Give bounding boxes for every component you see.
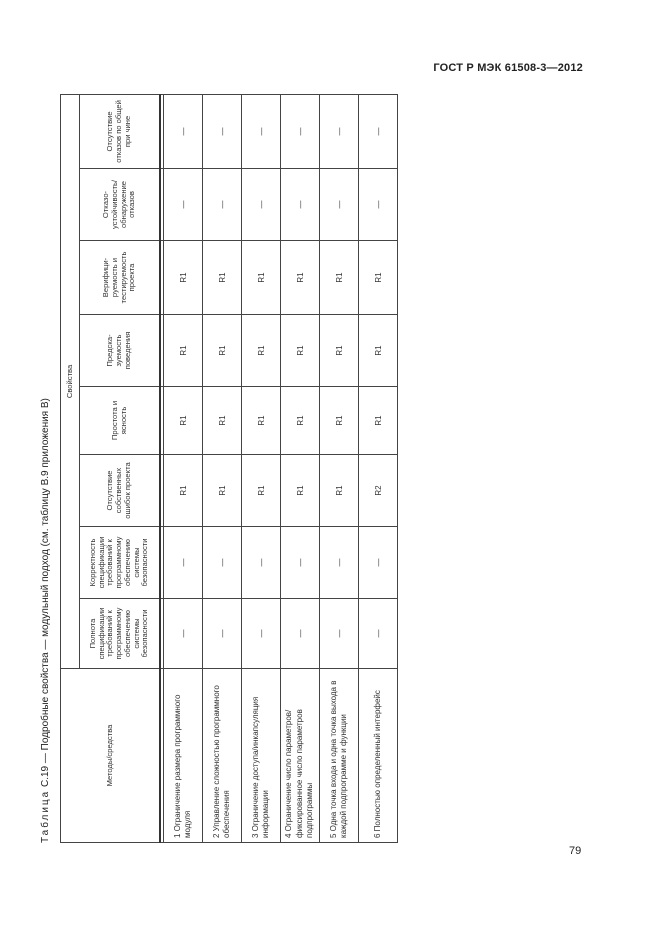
value-cell: R1 bbox=[203, 387, 242, 455]
value-cell: R1 bbox=[242, 455, 281, 527]
value-cell: — bbox=[242, 169, 281, 241]
value-cell: R1 bbox=[203, 455, 242, 527]
value-cell: — bbox=[203, 169, 242, 241]
value-cell: — bbox=[320, 599, 359, 669]
table-row bbox=[320, 94, 359, 842]
method-cell: 1 Ограничение размера программного модуля bbox=[164, 669, 203, 843]
value-cell: R1 bbox=[164, 315, 203, 387]
column-header: Отказо-устойчивость/ обнаружение отказов bbox=[80, 169, 161, 241]
column-header: Простота и ясность bbox=[80, 387, 161, 455]
value-cell: — bbox=[164, 527, 203, 599]
value-cell: R1 bbox=[359, 387, 398, 455]
value-cell: R1 bbox=[359, 315, 398, 387]
column-header: Полнота спецификации требований к программному обеспечению системы безопасности bbox=[80, 599, 161, 669]
method-cell: 2 Управление сложностью программного обеспечения bbox=[203, 669, 242, 843]
value-cell: R1 bbox=[320, 387, 359, 455]
header-row-group bbox=[61, 94, 80, 842]
column-header: Верифици-руемость и тестируемость проекта bbox=[80, 241, 161, 315]
value-cell: R1 bbox=[281, 455, 320, 527]
properties-table bbox=[60, 94, 398, 843]
table-caption-text: С.19 — Подробные свойства — модульный подход (см. таблицу В.9 приложения В) bbox=[40, 398, 51, 790]
value-cell: — bbox=[164, 599, 203, 669]
value-cell: — bbox=[281, 527, 320, 599]
value-cell: — bbox=[164, 169, 203, 241]
value-cell: — bbox=[320, 94, 359, 168]
method-cell: 3 Ограничение доступа/инкапсуляция информации bbox=[242, 669, 281, 843]
value-cell: R1 bbox=[242, 387, 281, 455]
method-cell: 5 Одна точка входа и одна точка выхода в каждой подпрограмме и функции bbox=[320, 669, 359, 843]
column-header: Корректность спецификации требований к программному обеспечению системы безопасности bbox=[80, 527, 161, 599]
value-cell: R1 bbox=[164, 455, 203, 527]
table-row bbox=[242, 94, 281, 842]
value-cell: R1 bbox=[242, 315, 281, 387]
table-row bbox=[281, 94, 320, 842]
value-cell: — bbox=[320, 169, 359, 241]
table-row bbox=[164, 94, 203, 842]
column-header: Отсутствие отказов по общей при чине bbox=[80, 94, 161, 168]
value-cell: R2 bbox=[359, 455, 398, 527]
table-caption bbox=[38, 398, 60, 843]
value-cell: R1 bbox=[320, 315, 359, 387]
value-cell: — bbox=[203, 599, 242, 669]
value-cell: — bbox=[359, 527, 398, 599]
value-cell: R1 bbox=[281, 315, 320, 387]
value-cell: — bbox=[320, 527, 359, 599]
value-cell: R1 bbox=[320, 455, 359, 527]
value-cell: — bbox=[359, 169, 398, 241]
value-cell: R1 bbox=[359, 241, 398, 315]
value-cell: — bbox=[281, 599, 320, 669]
table-caption-label: Таблица bbox=[40, 789, 51, 843]
method-cell: 4 Ограничение число параметров/фиксированное число параметров подпрограммы bbox=[281, 669, 320, 843]
properties-header: Свойства bbox=[61, 94, 80, 668]
value-cell: — bbox=[359, 94, 398, 168]
value-cell: — bbox=[242, 599, 281, 669]
method-cell: 6 Полностью определенный интерфейс bbox=[359, 669, 398, 843]
value-cell: — bbox=[359, 599, 398, 669]
value-cell: — bbox=[242, 94, 281, 168]
methods-header: Методы/средства bbox=[61, 669, 161, 843]
document-header: ГОСТ Р МЭК 61508-3—2012 bbox=[433, 62, 583, 74]
value-cell: — bbox=[281, 94, 320, 168]
value-cell: — bbox=[281, 169, 320, 241]
value-cell: R1 bbox=[242, 241, 281, 315]
value-cell: — bbox=[203, 527, 242, 599]
value-cell: R1 bbox=[320, 241, 359, 315]
value-cell: — bbox=[164, 94, 203, 168]
column-header: Предска-зуемость поведения bbox=[80, 315, 161, 387]
table-row bbox=[359, 94, 398, 842]
table-row bbox=[203, 94, 242, 842]
value-cell: R1 bbox=[281, 241, 320, 315]
value-cell: — bbox=[242, 527, 281, 599]
value-cell: R1 bbox=[281, 387, 320, 455]
column-header: Отсутствие собственных ошибок проекта bbox=[80, 455, 161, 527]
value-cell: R1 bbox=[203, 241, 242, 315]
page-number: 79 bbox=[569, 845, 582, 857]
rotated-table-block bbox=[38, 95, 398, 843]
value-cell: — bbox=[203, 94, 242, 168]
value-cell: R1 bbox=[164, 387, 203, 455]
value-cell: R1 bbox=[164, 241, 203, 315]
value-cell: R1 bbox=[203, 315, 242, 387]
